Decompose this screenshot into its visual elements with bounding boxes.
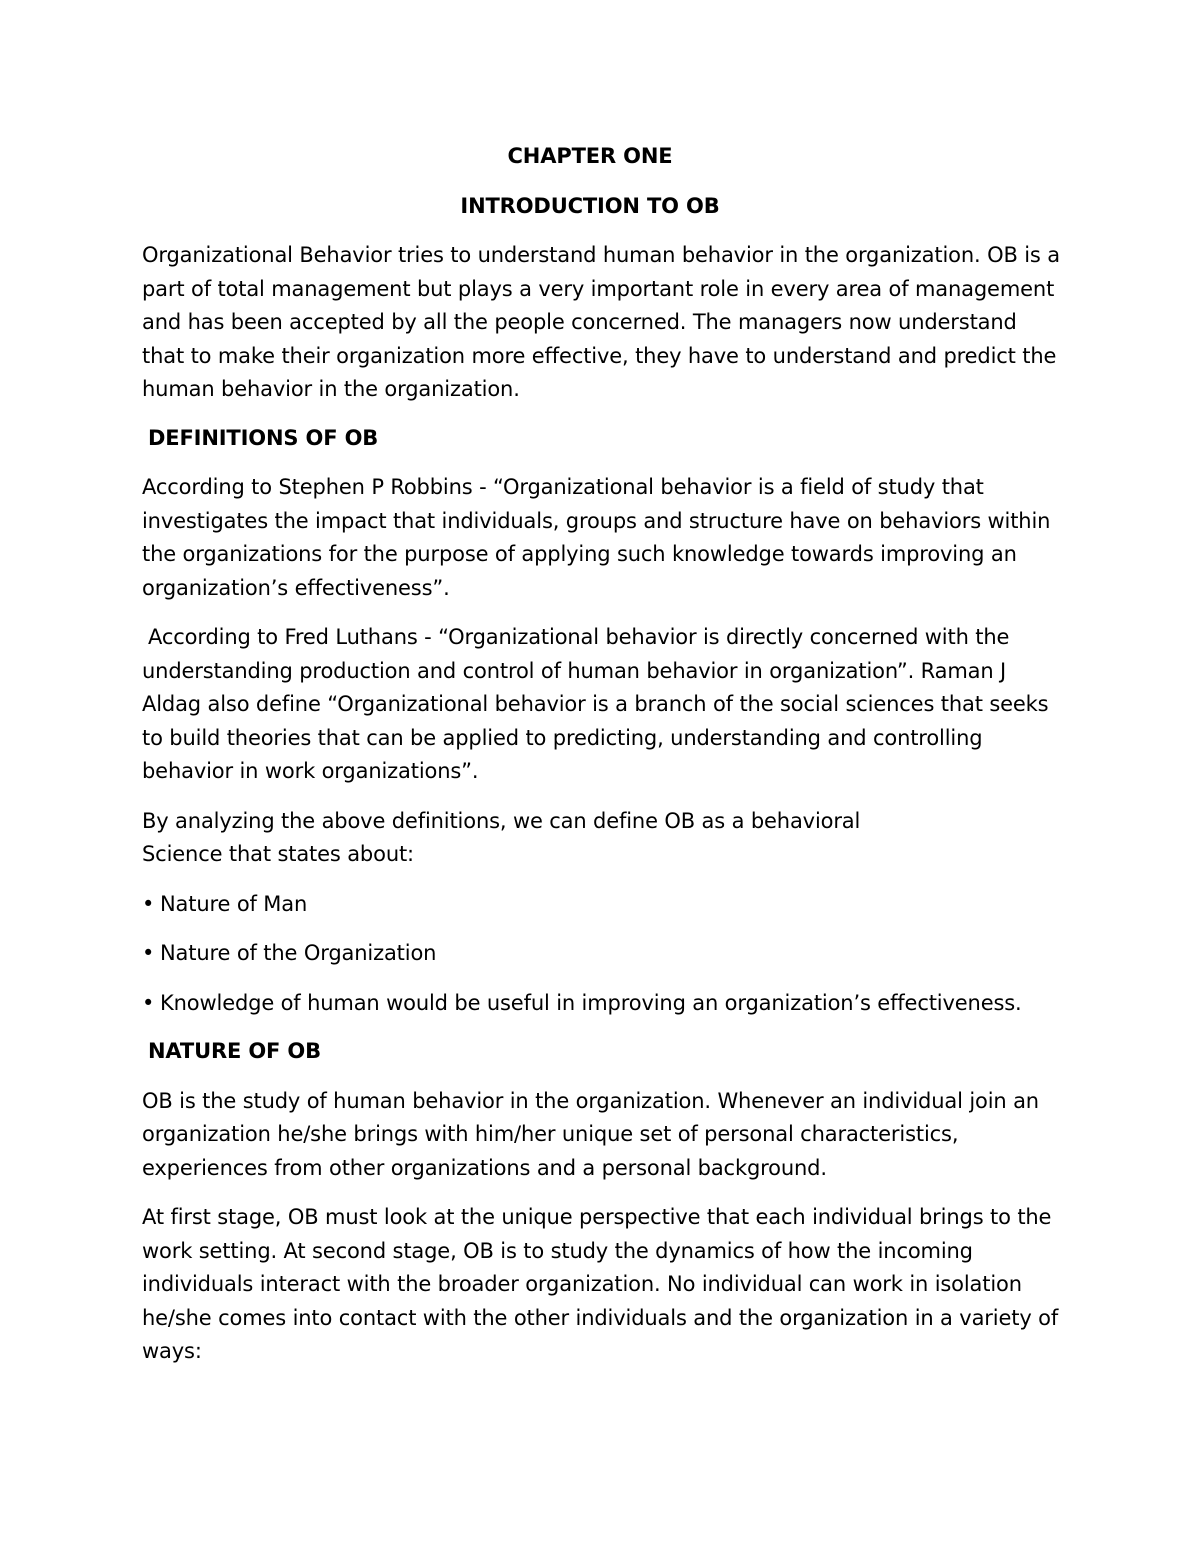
- bullet-icon: •: [142, 990, 155, 1015]
- definitions-heading: DEFINITIONS OF OB: [148, 425, 379, 450]
- definition-robbins: According to Stephen P Robbins - “Organizational behavior is a field of study that investigates the impact that individuals, groups and structure have on behaviors within the organizations for the purpose of applying such knowledge towards improving an organization’s effectiveness”.: [142, 475, 1051, 600]
- nature-heading: NATURE OF OB: [148, 1039, 321, 1063]
- analysis-paragraph: [142, 805, 1062, 872]
- bullet-text: Nature of the Organization: [160, 941, 437, 965]
- stage-paragraph: At first stage, OB must look at the unique perspective that each individual brings to the work setting. At second stage, OB is to study the dynamics of how the incoming individuals interact with the broader organization. No individual can work in isolation he/she comes into contact with the other individuals and the organization in a variety of ways:: [142, 1205, 1059, 1363]
- bullet-icon: •: [142, 891, 155, 916]
- bullet-icon: •: [142, 941, 155, 965]
- chapter-subtitle: INTRODUCTION TO OB: [460, 193, 720, 218]
- analysis-line-2: Science that states about:: [142, 842, 414, 866]
- definition-luthans-aldag: According to Fred Luthans - “Organizational behavior is directly concerned with the understanding production and control of human behavior in organization”. Raman J Aldag also define “Organizational behavior is a branch of the social sciences that seeks to build theories that can be applied to predicting, understanding and controlling behavior in work organizations”.: [142, 625, 1049, 783]
- document-body: [142, 140, 1062, 1369]
- bullet-text: Nature of Man: [160, 891, 308, 916]
- intro-paragraph: Organizational Behavior tries to understand human behavior in the organization. OB is a part of total management but plays a very important role in every area of management and has been accepted by all the people concerned. The managers now understand that to make their organization more effective, they have to understand and predict the human behavior in the organization.: [142, 243, 1060, 401]
- analysis-line-1: By analyzing the above definitions, we can define OB as a behavioral: [142, 808, 861, 833]
- chapter-title: CHAPTER ONE: [507, 144, 673, 168]
- bullet-item: [142, 937, 1062, 971]
- bullet-item: [142, 987, 1062, 1021]
- nature-paragraph: OB is the study of human behavior in the organization. Whenever an individual join an organization he/she brings with him/her unique set of personal characteristics, experiences from other organizations and a personal background.: [142, 1088, 1039, 1180]
- bullet-item: [142, 888, 1062, 922]
- bullet-text: Knowledge of human would be useful in improving an organization’s effectiveness.: [160, 990, 1022, 1015]
